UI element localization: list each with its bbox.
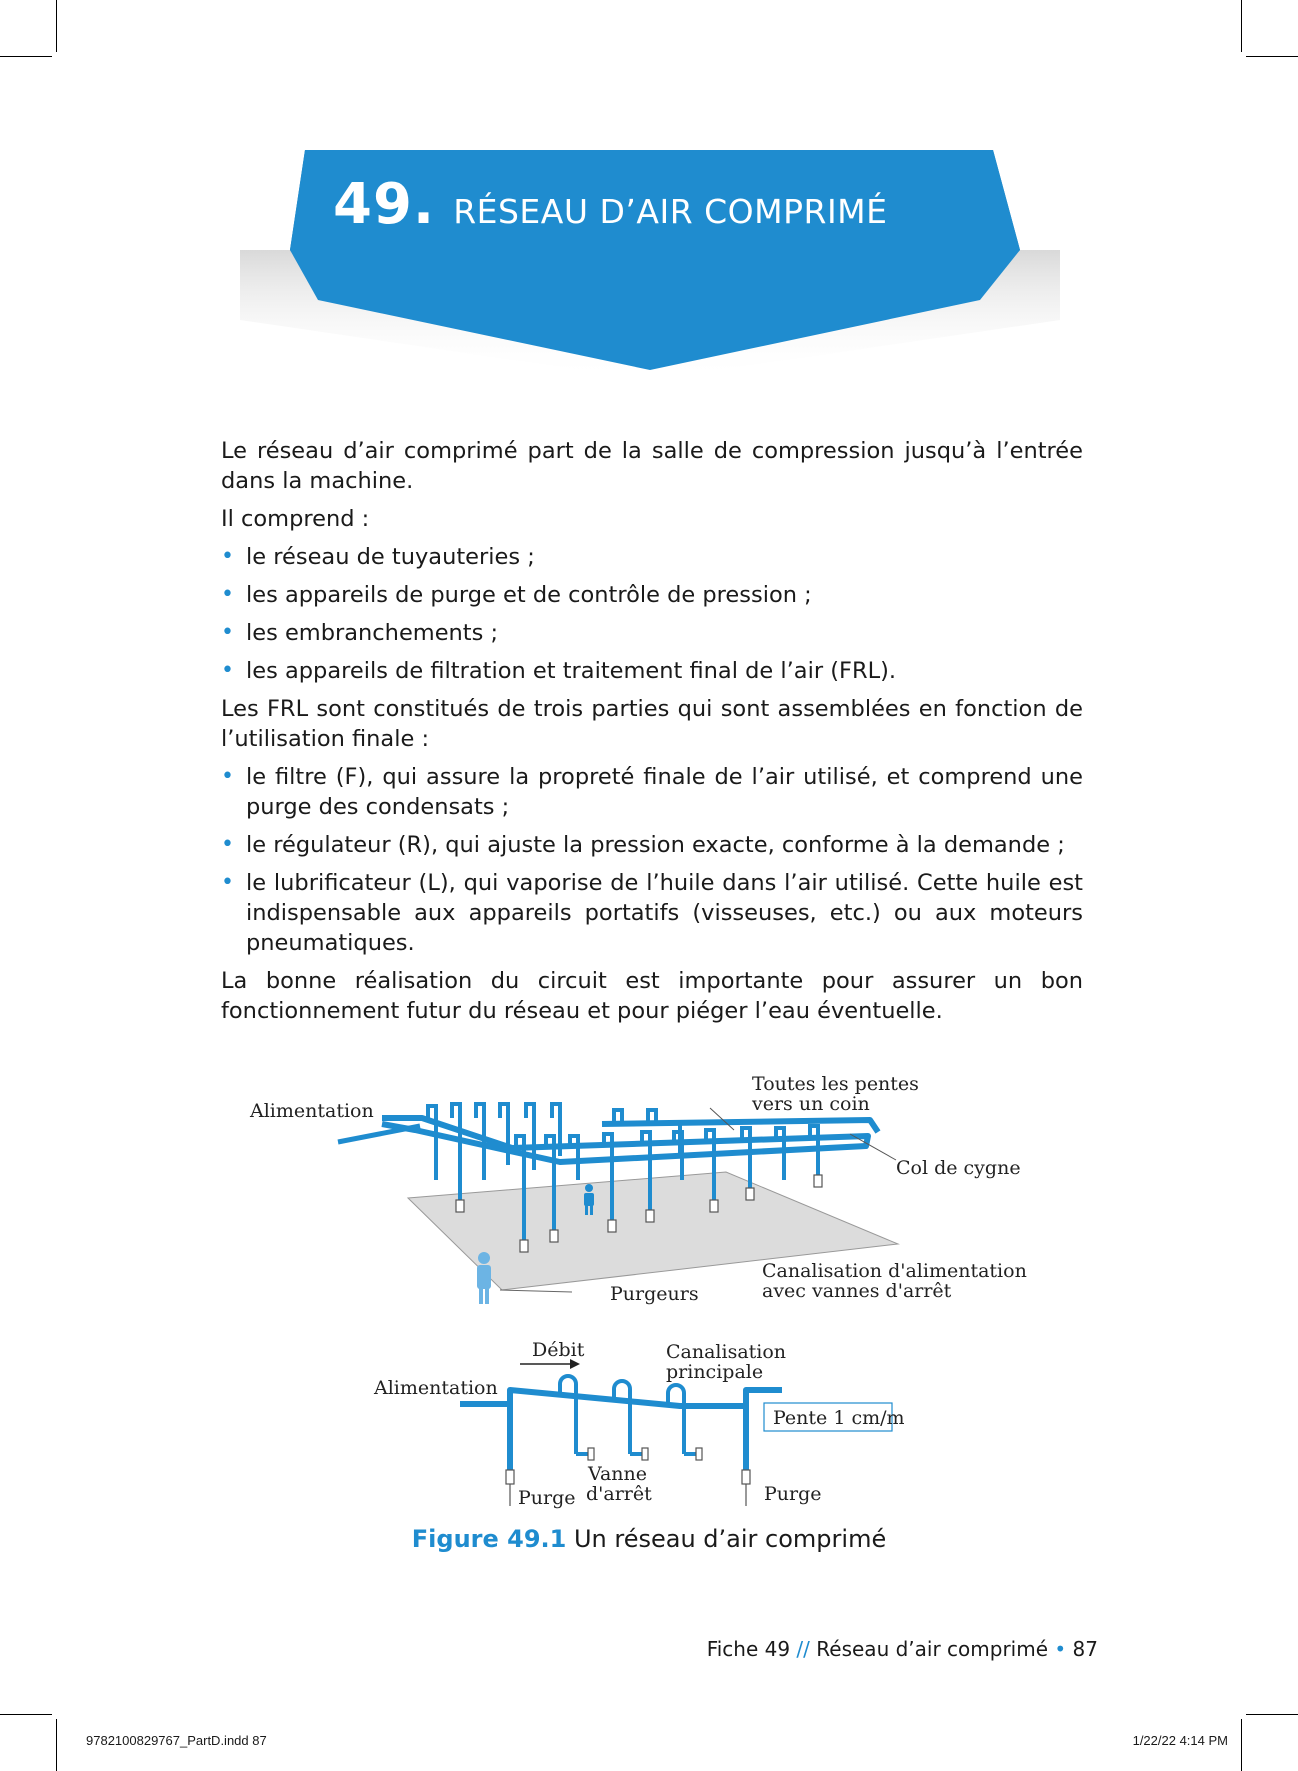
paragraph: La bonne réalisation du circuit est importante pour assurer un bon fonctionnement futur du réseau et pour piéger l’eau éventuelle. bbox=[221, 968, 1083, 1024]
label-debit: Débit bbox=[532, 1339, 585, 1361]
list-item-text: le lubrificateur (L), qui vaporise de l’huile dans l’air utilisé. Cette huile est indispensable aux appareils portatifs (visseuses, etc.) ou aux moteurs pneumatiques. bbox=[246, 870, 1083, 956]
list-item bbox=[221, 618, 1083, 648]
list-item-text: le filtre (F), qui assure la propreté finale de l’air utilisé, et comprend une purge des condensats ; bbox=[246, 764, 1083, 820]
branch-pipes bbox=[560, 1376, 696, 1454]
label-purge-left: Purge bbox=[518, 1487, 576, 1509]
network-side-diagram bbox=[373, 1339, 905, 1509]
label-canalisation-1: Canalisation d'alimentation bbox=[762, 1260, 1027, 1282]
footer-fiche: Fiche 49 bbox=[706, 1637, 791, 1661]
figure-caption-text: Un réseau d’air comprimé bbox=[566, 1525, 887, 1553]
list-item bbox=[221, 656, 1083, 686]
figure-number: Figure 49.1 bbox=[411, 1525, 567, 1553]
list-item-text: le réseau de tuyauteries ; bbox=[246, 544, 535, 570]
leader-line bbox=[500, 1290, 572, 1292]
footer-separator: // bbox=[790, 1637, 817, 1661]
running-footer bbox=[707, 1637, 1098, 1661]
label-pentes-1: Toutes les pentes bbox=[752, 1073, 919, 1095]
footer-dot: • bbox=[1048, 1637, 1073, 1661]
slug-file-info: 9782100829767_PartD.indd 87 bbox=[86, 1733, 267, 1748]
label-alimentation-bottom: Alimentation bbox=[374, 1377, 498, 1399]
bullet-icon: • bbox=[221, 582, 234, 607]
label-purge-right: Purge bbox=[764, 1483, 822, 1505]
chapter-title: RÉSEAU D’AIR COMPRIMÉ bbox=[453, 192, 888, 231]
list-item bbox=[221, 762, 1083, 822]
list-item bbox=[221, 580, 1083, 610]
label-pente: Pente 1 cm/m bbox=[773, 1407, 905, 1429]
footer-title: Réseau d’air comprimé bbox=[816, 1637, 1049, 1661]
label-canalisation-2: avec vannes d'arrêt bbox=[762, 1280, 952, 1302]
list-item-text: le régulateur (R), qui ajuste la pression exacte, conforme à la demande ; bbox=[246, 832, 1065, 858]
bullet-icon: • bbox=[221, 620, 234, 645]
leader-line bbox=[710, 1108, 734, 1130]
bullet-icon: • bbox=[221, 544, 234, 569]
chapter-number: 49. bbox=[333, 172, 436, 237]
label-vanne-1: Vanne bbox=[588, 1463, 648, 1485]
list-item-text: les appareils de purge et de contrôle de pression ; bbox=[246, 582, 812, 608]
compressed-air-network-figure bbox=[250, 1060, 1050, 1530]
person-icon bbox=[477, 1252, 491, 1304]
bullet-icon: • bbox=[221, 658, 234, 683]
label-purgeurs: Purgeurs bbox=[610, 1283, 699, 1305]
bullet-icon: • bbox=[221, 832, 234, 857]
list-item bbox=[221, 868, 1083, 958]
slug-date-info: 1/22/22 4:14 PM bbox=[1132, 1733, 1228, 1748]
figure-caption bbox=[0, 1525, 1298, 1553]
list-item bbox=[221, 830, 1083, 860]
crop-mark bbox=[0, 1714, 52, 1715]
label-col-de-cygne: Col de cygne bbox=[896, 1157, 1021, 1179]
network-3d-diagram bbox=[249, 1073, 1027, 1305]
bullet-list bbox=[221, 542, 1083, 686]
body-text bbox=[221, 436, 1083, 1034]
paragraph: Les FRL sont constitués de trois parties qui sont assemblées en fonction de l’utilisation finale : bbox=[221, 696, 1083, 752]
crop-mark bbox=[1246, 1714, 1298, 1715]
loop-pipe bbox=[338, 1118, 878, 1162]
crop-mark bbox=[56, 1719, 57, 1771]
chapter-heading bbox=[333, 172, 888, 237]
paragraph: Il comprend : bbox=[221, 506, 370, 532]
label-vanne-2: d'arrêt bbox=[586, 1483, 652, 1505]
list-item-text: les embranchements ; bbox=[246, 620, 499, 646]
label-pentes-2: vers un coin bbox=[752, 1093, 870, 1115]
label-canalisation-principale-2: principale bbox=[666, 1361, 764, 1383]
label-alimentation-top: Alimentation bbox=[250, 1100, 374, 1122]
bullet-icon: • bbox=[221, 870, 234, 895]
paragraph: Le réseau d’air comprimé part de la salle de compression jusqu’à l’entrée dans la machine. bbox=[221, 438, 1083, 494]
crop-mark bbox=[1241, 1719, 1242, 1771]
bullet-icon: • bbox=[221, 764, 234, 789]
list-item bbox=[221, 542, 1083, 572]
list-item-text: les appareils de filtration et traitement final de l’air (FRL). bbox=[246, 658, 897, 684]
main-pipe bbox=[460, 1390, 782, 1470]
page-number: 87 bbox=[1072, 1637, 1098, 1661]
label-canalisation-principale-1: Canalisation bbox=[666, 1341, 787, 1363]
bullet-list bbox=[221, 762, 1083, 958]
